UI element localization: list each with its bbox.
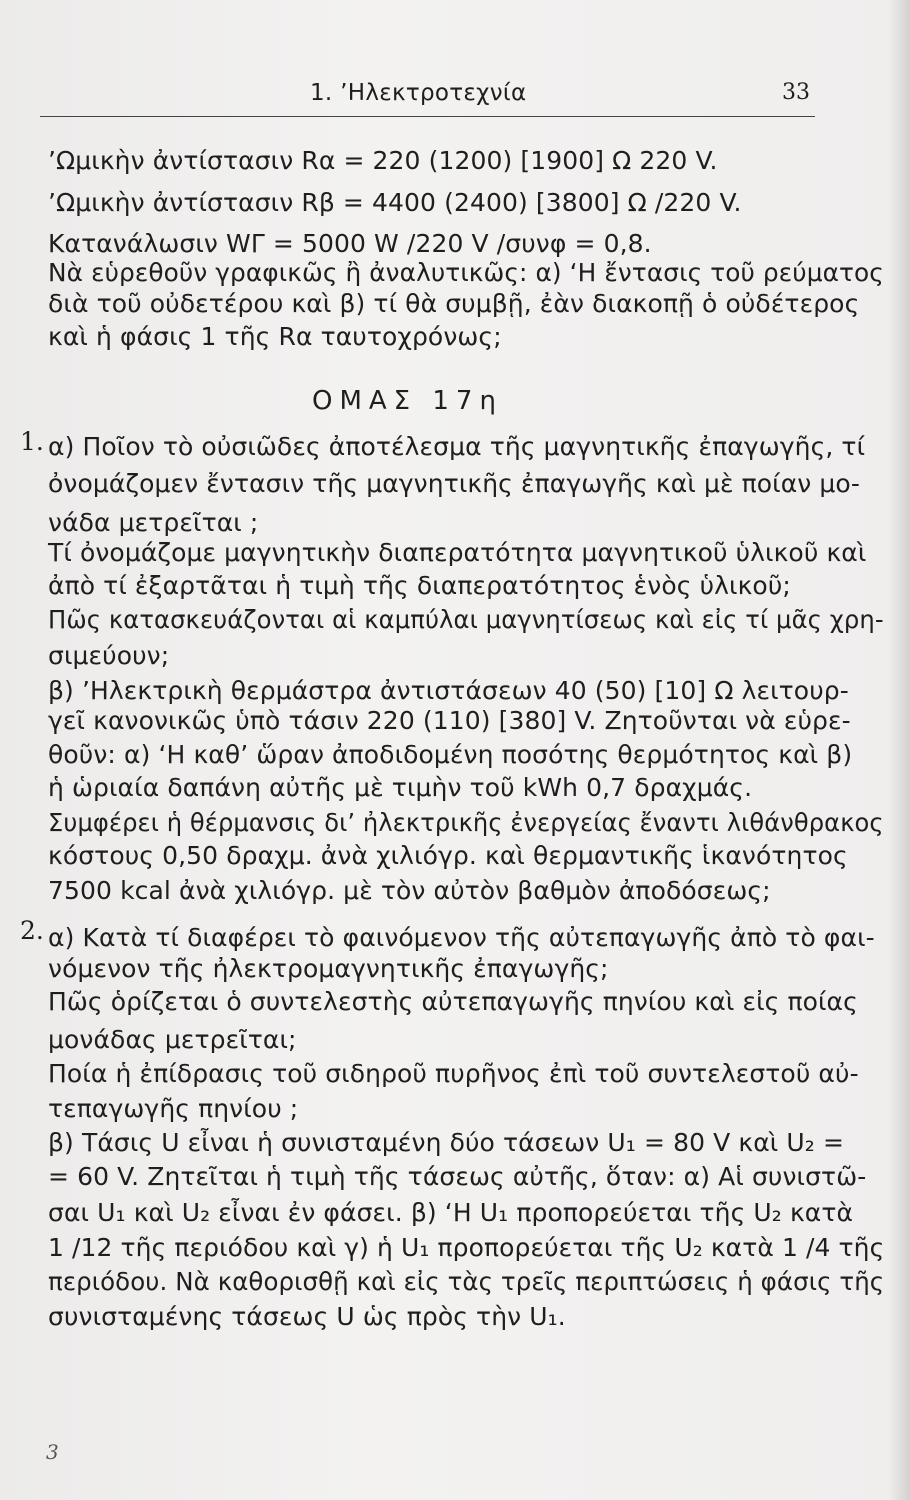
q2-line: τεπαγωγῆς πηνίου ; [48, 1094, 299, 1123]
q1-line: ἀπὸ τί ἐξαρτᾶται ἡ τιμὴ τῆς διαπερατότητος ἑνὸς ὑλικοῦ; [48, 571, 791, 600]
q1-line: ὀνομάζομεν ἔντασιν τῆς μαγνητικῆς ἐπαγωγῆς καὶ μὲ ποίαν μο- [48, 469, 860, 498]
q2-line: β) Τάσις U εἶναι ἡ συνισταμένη δύο τάσεων U₁ = 80 V καὶ U₂ = [48, 1128, 845, 1157]
q2-line: συνισταμένης τάσεως U ὡς πρὸς τὴν U₁. [48, 1302, 566, 1331]
intro-line: Νὰ εὑρεθοῦν γραφικῶς ἢ ἀναλυτικῶς: α) ‘Η ἔντασις τοῦ ρεύματος [48, 258, 884, 287]
q1-line: Πῶς κατασκευάζονται αἱ καμπύλαι μαγνητίσεως καὶ εἰς τί μᾶς χρη- [48, 605, 884, 634]
page-number: 33 [782, 80, 810, 105]
intro-line: ’Ωμικὴν ἀντίστασιν Rα = 220 (1200) [1900] Ω 220 V. [48, 146, 718, 175]
question-number: 1. [20, 427, 44, 456]
chapter-title: 1. ’Ηλεκτροτεχνία [310, 80, 527, 106]
q2-line: Ποία ἡ ἐπίδρασις τοῦ σιδηροῦ πυρῆνος ἐπὶ τοῦ συντελεστοῦ αὐ- [48, 1059, 859, 1088]
intro-line: διὰ τοῦ οὐδετέρου καὶ β) τί θὰ συμβῇ, ἐὰν διακοπῇ ὁ οὐδέτερος [48, 289, 860, 318]
q2-line: νόμενον τῆς ἠλεκτρομαγνητικῆς ἐπαγωγῆς; [48, 954, 609, 983]
q2-line: = 60 V. Ζητεῖται ἡ τιμὴ τῆς τάσεως αὐτῆς, ὅταν: α) Αἱ συνιστῶ- [48, 1162, 867, 1191]
intro-line: Κατανάλωσιν WΓ = 5000 W /220 V /συνφ = 0,8. [48, 229, 652, 258]
q1-line: Τί ὀνομάζομε μαγνητικὴν διαπερατότητα μαγνητικοῦ ὑλικοῦ καὶ [48, 538, 867, 567]
q2-line: α) Κατὰ τί διαφέρει τὸ φαινόμενον τῆς αὐτεπαγωγῆς ἀπὸ τὸ φαι- [48, 923, 875, 952]
intro-line: ’Ωμικὴν ἀντίστασιν Rβ = 4400 (2400) [3800] Ω /220 V. [48, 188, 742, 217]
question-number: 2. [20, 916, 44, 945]
q2-line: περιόδου. Νὰ καθορισθῇ καὶ εἰς τὰς τρεῖς περιπτώσεις ἡ φάσις τῆς [48, 1267, 885, 1296]
q1-line: κόστους 0,50 δραχμ. ἀνὰ χιλιόγρ. καὶ θερμαντικῆς ἱκανότητος [48, 841, 848, 870]
q1-line: σιμεύουν; [48, 641, 170, 670]
section-heading: ΟΜΑΣ 17η [312, 386, 503, 416]
q2-line: Πῶς ὁρίζεται ὁ συντελεστὴς αὐτεπαγωγῆς πηνίου καὶ εἰς ποίας [48, 987, 858, 1016]
signature-mark: 3 [46, 1440, 59, 1464]
page-edge-shadow [888, 0, 910, 1500]
q1-line: 7500 kcal ἀνὰ χιλιόγρ. μὲ τὸν αὐτὸν βαθμὸν ἀποδόσεως; [48, 876, 771, 905]
q2-line: 1 /12 τῆς περιόδου καὶ γ) ἡ U₁ προπορεύεται τῆς U₂ κατὰ 1 /4 τῆς [48, 1233, 885, 1262]
q2-line: σαι U₁ καὶ U₂ εἶναι ἐν φάσει. β) ‘Η U₁ προπορεύεται τῆς U₂ κατὰ [48, 1198, 854, 1227]
q1-line: β) ’Ηλεκτρικὴ θερμάστρα ἀντιστάσεων 40 (50) [10] Ω λειτουρ- [48, 676, 849, 705]
intro-line: καὶ ἡ φάσις 1 τῆς Rα ταυτοχρόνως; [48, 322, 502, 351]
q1-line: α) Ποῖον τὸ οὐσιῶδες ἀποτέλεσμα τῆς μαγνητικῆς ἐπαγωγῆς, τί [48, 432, 866, 461]
q1-line: θοῦν: α) ‘Η καθ’ ὥραν ἀποδιδομένη ποσότης θερμότητος καὶ β) [48, 740, 853, 769]
q2-line: μονάδας μετρεῖται; [48, 1025, 297, 1054]
q1-line: Συμφέρει ἡ θέρμανσις δι’ ἠλεκτρικῆς ἐνεργείας ἔναντι λιθάνθρακος [48, 808, 884, 837]
q1-line: γεῖ κανονικῶς ὑπὸ τάσιν 220 (110) [380] V. Ζητοῦνται νὰ εὑρε- [48, 706, 851, 735]
header-rule [40, 116, 815, 117]
q1-line: ἡ ὡριαία δαπάνη αὐτῆς μὲ τιμὴν τοῦ kWh 0,7 δραχμάς. [48, 773, 753, 802]
running-header [0, 80, 910, 120]
q1-line: νάδα μετρεῖται ; [48, 508, 259, 537]
